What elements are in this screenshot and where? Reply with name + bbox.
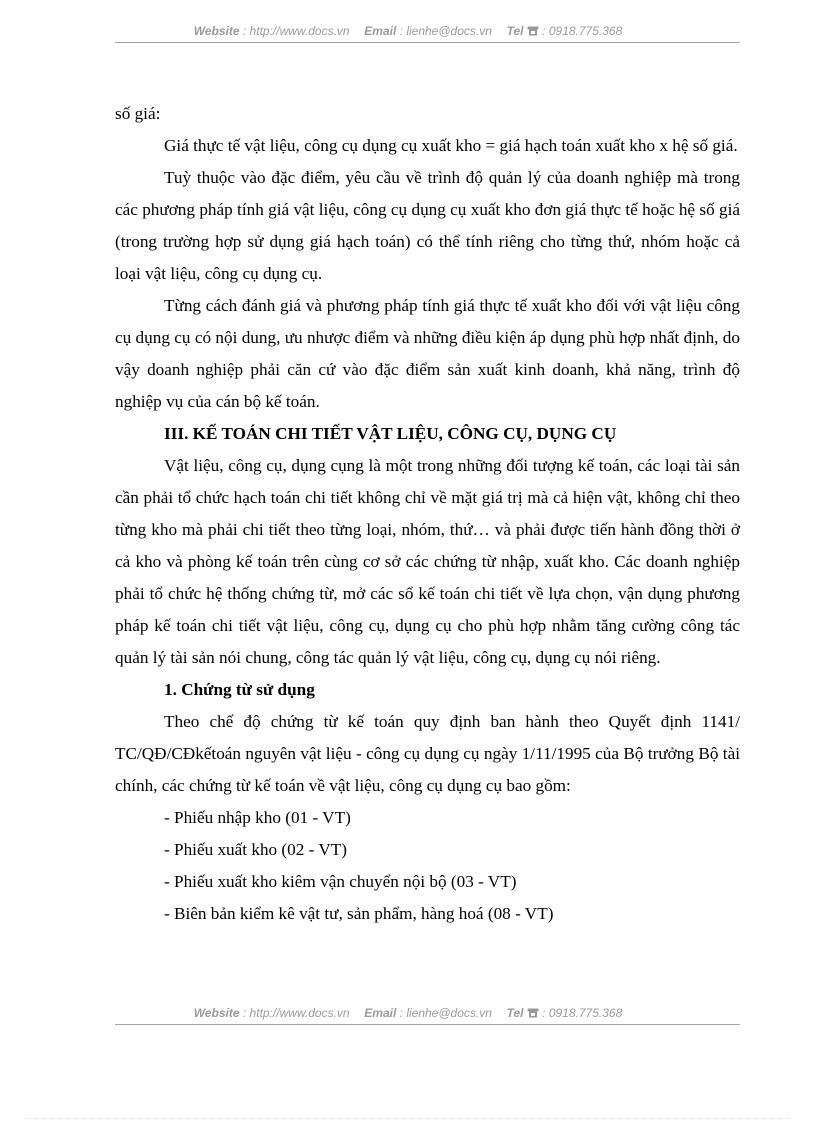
footer-email-value: : lienhe@docs.vn [399,1006,492,1020]
section-heading: III. KẾ TOÁN CHI TIẾT VẬT LIỆU, CÔNG CỤ, DỤNG CỤ [164,424,617,443]
paragraph: Từng cách đánh giá và phương pháp tính giá thực tế xuất kho đối với vật liệu công cụ dụng cụ có nội dung, ưu nhược điểm và những điều kiện áp dụng phù hợp nhất định, do vậy doanh nghiệp phải căn cứ vào đặc điểm sản xuất kinh doanh, khả năng, trình độ nghiệp vụ của cán bộ kế toán. [115,296,740,411]
paragraph: Tuỳ thuộc vào đặc điểm, yêu cầu về trình độ quản lý của doanh nghiệp mà trong các phương pháp tính giá vật liệu, công cụ dụng cụ xuất kho đơn giá thực tế hoặc hệ số giá (trong trường hợp sử dụng giá hạch toán) có thể tính riêng cho từng thứ, nhóm hoặc cả loại vật liệu, công cụ dụng cụ. [115,168,740,283]
phone-icon [527,26,539,36]
footer-divider [115,1024,740,1025]
header-website-url: : http://www.docs.vn [242,24,350,38]
paragraph: Vật liệu, công cụ, dụng cụng là một trong những đối tượng kế toán, các loại tài sản cần phải tổ chức hạch toán chi tiết không chỉ về mặt giá trị mà cả hiện vật, không chỉ theo từng kho mà phải chi tiết theo từng loại, nhóm, thứ… và phải được tiến hành đồng thời ở cả kho và phòng kế toán trên cùng cơ sở các chứng từ nhập, xuất kho. Các doanh nghiệp phải tổ chức hệ thống chứng từ, mở các sổ kế toán chi tiết về lựa chọn, vận dụng phương pháp kế toán chi tiết vật liệu, công cụ, dụng cụ cho phù hợp nhằm tăng cường công tác quản lý tài sản nói chung, công tác quản lý vật liệu, công cụ, dụng cụ nói riêng. [115,456,740,667]
list-item: - Phiếu nhập kho (01 - VT) [164,808,351,827]
list-item: - Phiếu xuất kho (02 - VT) [164,840,347,859]
subsection-heading: 1. Chứng từ sử dụng [164,680,315,699]
header-tel-label: Tel [506,24,524,38]
header-divider [115,42,740,43]
paragraph: Theo chế độ chứng từ kế toán quy định ban hành theo Quyết định 1141/ TC/QĐ/CĐkếtoán nguyên vật liệu - công cụ dụng cụ ngày 1/11/1995 của Bộ trưởng Bộ tài chính, các chứng từ kế toán về vật liệu, công cụ dụng cụ bao gồm: [115,712,740,795]
header-email-value: : lienhe@docs.vn [399,24,492,38]
document-body [115,98,740,930]
header-tel-value: : 0918.775.368 [542,24,623,38]
page-footer [0,1006,816,1020]
footer-tel-label: Tel [506,1006,524,1020]
formula-paragraph: Giá thực tế vật liệu, công cụ dụng cụ xuất kho = giá hạch toán xuất kho x hệ số giá. [164,136,738,155]
header-email-label: Email [364,24,397,38]
footer-website-url: : http://www.docs.vn [242,1006,350,1020]
footer-tel-value: : 0918.775.368 [542,1006,623,1020]
list-item: - Phiếu xuất kho kiêm vận chuyển nội bộ (03 - VT) [164,872,517,891]
paragraph-continuation: số giá: [115,104,161,123]
footer-email-label: Email [364,1006,397,1020]
phone-icon [527,1008,539,1018]
page-header [0,24,816,38]
page-bottom-edge [26,1118,790,1119]
footer-website-label: Website [193,1006,240,1020]
header-website-label: Website [193,24,240,38]
list-item: - Biên bản kiểm kê vật tư, sản phẩm, hàng hoá (08 - VT) [164,904,554,923]
